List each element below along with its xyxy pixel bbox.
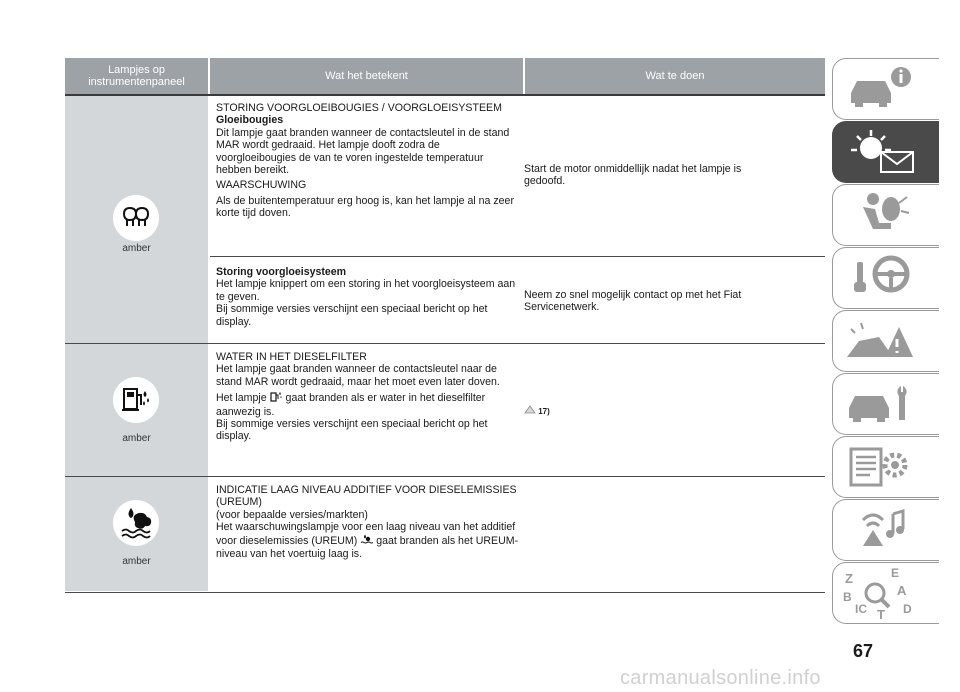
lamp-color-label: amber [122,556,151,567]
tab-emergency[interactable] [832,310,939,372]
section-title: INDICATIE LAAG NIVEAU ADDITIEF VOOR DIESELEMISSIES (UREUM) [216,484,517,509]
reference-number: 17) [538,406,550,416]
car-service-icon [833,374,939,434]
tab-multimedia[interactable] [832,499,939,561]
paragraph-with-icon [216,391,520,418]
svg-text:Z: Z [845,571,853,586]
svg-text:D: D [903,602,912,616]
tab-maintenance[interactable] [832,373,939,435]
lamp-color-label: amber [122,433,151,444]
paragraph: Het lampje knippert om een storing in het voorgloeisysteem aan te geven. [216,278,516,303]
page-number: 67 [853,641,874,661]
warning-lights-icon [833,122,939,182]
tab-warning-lights[interactable] [832,121,939,183]
paragraph: Bij sommige versies verschijnt een speciaal bericht op het display. [216,418,488,443]
water-in-diesel-inline-icon [270,391,283,405]
action-reference [524,405,584,418]
text-after-icon: gaat branden als er water in het dieselfilter aanwezig is. [216,392,486,418]
svg-text:E: E [891,566,900,580]
section-title: WATER IN HET DIESELFILTER [216,351,367,363]
low-adblue-level-icon [113,500,159,546]
lamp-cell-glow-plug [65,96,208,343]
lamp-color-label: amber [122,243,151,254]
tab-technical-data[interactable] [832,436,939,498]
road-emergency-icon [833,311,939,371]
meaning-urea-level [216,484,520,560]
paragraph: (voor bepaalde versies/markten) [216,508,368,521]
low-adblue-inline-icon [360,534,373,548]
tab-index[interactable] [832,562,939,624]
paragraph: Dit lampje gaat branden wanneer de contactsleutel in de stand MAR wordt gedraaid. Het lampje dooft zodra de voorgloeibougies de van te voren ingestelde temperatuur hebben bereikt. [216,126,510,177]
row-divider [65,476,825,477]
meaning-glow-plugs [216,102,520,220]
text-before-icon: Het waarschuwingslampje voor een laag niveau van het additief voor dieselemissies (UREUM) [216,521,516,547]
table-bottom-rule [65,592,825,593]
svg-text:A: A [897,583,907,598]
glow-plug-icon [113,195,159,241]
warning-triangle-icon [524,405,536,418]
header-lights: Lampjes op instrumentenpaneel [65,58,208,94]
text-after-icon: gaat branden als het UREUM-niveau van het voertuig laag is. [216,534,519,561]
svg-text:B: B [843,590,852,604]
lamp-cell-urea [65,477,208,591]
action-glow-system: Neem zo snel mogelijk contact op met het Fiat Servicenetwerk. [524,289,742,314]
row-divider [210,256,825,257]
action-glow-plugs: Start de motor onmiddellijk nadat het lampje is gedoofd. [524,163,742,188]
paragraph: Als de buitentemperatuur erg hoog is, kan het lampje al na zeer korte tijd doven. [216,194,514,220]
section-title: STORING VOORGLOEIBOUGIES / VOORGLOEISYSTEEM [216,102,502,114]
water-in-diesel-filter-icon [113,377,159,423]
technical-data-icon [833,437,939,497]
tab-car-info[interactable] [832,58,939,120]
airbag-seat-icon [833,185,939,245]
header-action: Wat te doen [525,58,825,94]
text-before-icon: Het lampje [216,392,267,405]
car-info-icon [833,59,939,119]
lamp-cell-water [65,344,208,476]
svg-text:T: T [877,607,885,622]
steering-key-icon [833,248,939,308]
watermark: carmanualsonline.info [620,667,821,689]
row-divider [65,343,825,344]
header-meaning: Wat het betekent [210,58,523,94]
section-subtitle: Storing voorgloeisysteem [216,266,347,278]
paragraph: Bij sommige versies verschijnt een speciaal bericht op het display. [216,303,488,328]
meaning-water-filter [216,351,520,443]
tab-driving[interactable] [832,247,939,309]
svg-text:IC: IC [855,602,867,616]
multimedia-icon [833,500,939,560]
tab-safety[interactable] [832,184,939,246]
section-subtitle: Gloeibougies [216,114,284,127]
paragraph-with-icon [216,521,520,560]
index-icon [833,563,939,623]
paragraph: Het lampje gaat branden wanneer de contactsleutel naar de stand MAR wordt gedraaid, maar het moet even later doven. [216,363,500,388]
meaning-glow-system [216,266,520,328]
warning-title: WAARSCHUWING [216,179,307,192]
